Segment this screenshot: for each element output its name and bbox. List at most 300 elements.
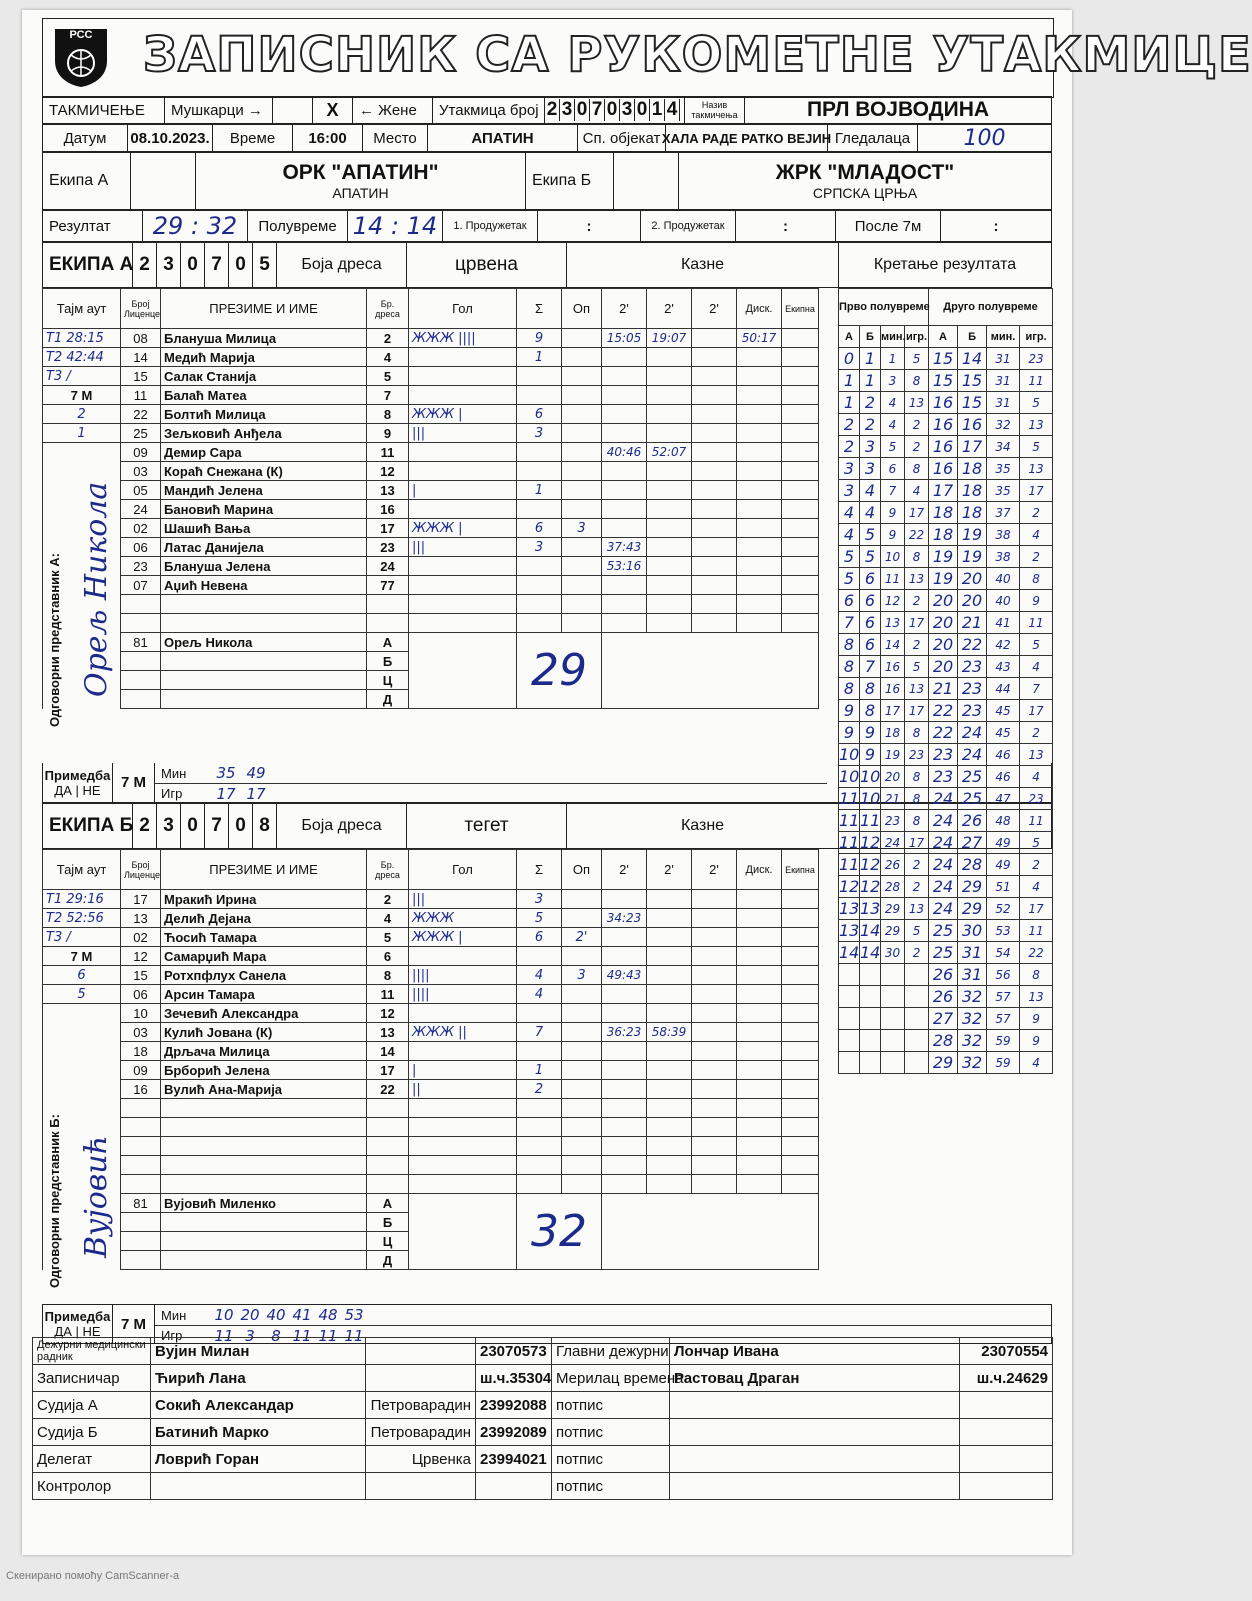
progress-cell: 31 — [987, 392, 1020, 414]
goals-sum: 7 — [517, 1023, 562, 1042]
disq-cell — [737, 367, 782, 386]
player-name: Дрљача Милица — [161, 1042, 367, 1061]
penalty-cell — [692, 966, 737, 985]
goals-sum — [517, 1156, 562, 1175]
license-cell: 06 — [121, 538, 161, 557]
jersey-number: 12 — [367, 1004, 409, 1023]
license-cell: 02 — [121, 928, 161, 947]
license-cell: 10 — [121, 1004, 161, 1023]
team-penalty-cell — [782, 1175, 819, 1194]
official-name2: Растовац Драган — [670, 1365, 960, 1392]
official-name2 — [670, 1446, 960, 1473]
team-penalty-cell — [782, 985, 819, 1004]
penalty-cell — [647, 1042, 692, 1061]
player-name: Бановић Марина — [161, 500, 367, 519]
progress-cell: 52 — [987, 898, 1020, 920]
progress-cell: 13 — [1020, 744, 1053, 766]
penalty-cell — [602, 928, 647, 947]
license-cell: 16 — [121, 1080, 161, 1099]
progress-cell: 13 — [905, 568, 929, 590]
team-a-label: Екипа А — [43, 153, 131, 209]
team-penalty-cell — [782, 928, 819, 947]
progress-cell: 9 — [839, 722, 860, 744]
jersey-number: 11 — [367, 985, 409, 1004]
col-2min: 2' — [602, 850, 647, 890]
progress-row — [839, 722, 1053, 744]
penalty-cell — [602, 424, 647, 443]
jersey-number: 4 — [367, 909, 409, 928]
penalty-cell — [647, 519, 692, 538]
player-row — [43, 462, 819, 481]
goals-sum: 3 — [517, 424, 562, 443]
penalty-cell — [602, 481, 647, 500]
player-row — [43, 947, 819, 966]
progress-row — [839, 920, 1053, 942]
progress-row — [839, 854, 1053, 876]
disq-cell — [737, 1023, 782, 1042]
progress-cell: 8 — [1020, 964, 1053, 986]
ot1-label: 1. Продужетак — [443, 211, 538, 241]
col-warning: Оп — [562, 850, 602, 890]
player-name: Блануша Јелена — [161, 557, 367, 576]
official-role2: Мерилац времена — [552, 1365, 670, 1392]
official-license2 — [960, 1446, 1053, 1473]
result-value: 29 : 32 — [143, 211, 248, 241]
progress-row — [839, 876, 1053, 898]
team-a-code-digit: 2 — [133, 243, 157, 287]
remark-no: НЕ — [82, 782, 101, 798]
col-2min: 2' — [692, 850, 737, 890]
player-row — [43, 443, 819, 462]
penalty-cell — [692, 1061, 737, 1080]
sevenm-value: 2 — [43, 405, 121, 424]
progress-cell: 19 — [929, 546, 958, 568]
women-mark: X — [313, 97, 353, 123]
player-name — [161, 614, 367, 633]
progress-cell: 9 — [1020, 1008, 1053, 1030]
jersey-number: 23 — [367, 538, 409, 557]
penalty-cell — [647, 1099, 692, 1118]
team-total: 32 — [517, 1194, 602, 1270]
warning-cell — [562, 614, 602, 633]
representative-label: Одговорни представник Б: — [47, 1114, 62, 1288]
progress-cell: 16 — [929, 458, 958, 480]
team-b-code-digit: 3 — [157, 804, 181, 848]
license-cell: 08 — [121, 329, 161, 348]
progress-cell: 16 — [929, 392, 958, 414]
progress-cell: 31 — [987, 348, 1020, 370]
team-penalty-cell — [782, 909, 819, 928]
player-name: Брборић Јелена — [161, 1061, 367, 1080]
goals-tally — [409, 1175, 517, 1194]
goals-tally: ЖЖЖ | — [409, 405, 517, 424]
progress-cell: 25 — [929, 942, 958, 964]
license-cell: 02 — [121, 519, 161, 538]
official-name: Орељ Никола — [161, 633, 367, 652]
penalty-cell — [692, 576, 737, 595]
license-cell: 03 — [121, 1023, 161, 1042]
disq-cell — [737, 966, 782, 985]
progress-cell: 2 — [905, 854, 929, 876]
team-b-jersey: тегет — [407, 804, 567, 848]
player-name: Демир Сара — [161, 443, 367, 462]
penalty-cell — [647, 966, 692, 985]
col-team: Екипна — [782, 850, 819, 890]
progress-cell: 17 — [905, 612, 929, 634]
license-cell: 15 — [121, 367, 161, 386]
team-penalty-cell — [782, 500, 819, 519]
official-letter: Ц — [367, 1232, 409, 1251]
progress-cell: 2 — [905, 942, 929, 964]
progress-cell: 3 — [860, 436, 881, 458]
scanner-footer: Скенирано помоћу CamScanner-a — [6, 1570, 180, 1582]
penalty-cell: 52:07 — [647, 443, 692, 462]
progress-cell: 8 — [839, 656, 860, 678]
player-row — [43, 614, 819, 633]
progress-cell: 4 — [839, 502, 860, 524]
progress-cell: 2 — [905, 414, 929, 436]
progress-cell: 27 — [958, 832, 987, 854]
license-cell: 23 — [121, 557, 161, 576]
penalty-cell — [647, 405, 692, 424]
player-row — [43, 928, 819, 947]
player-row — [43, 1061, 819, 1080]
warning-cell — [562, 405, 602, 424]
progress-cell: 24 — [929, 898, 958, 920]
officials-row — [33, 1392, 1053, 1419]
place-label: Место — [363, 125, 428, 151]
team-penalty-cell — [782, 329, 819, 348]
player-name — [161, 595, 367, 614]
progress-cell: 26 — [958, 810, 987, 832]
match-no: 2 3 0 7 0 3 0 1 4 — [545, 97, 685, 123]
team-penalty-cell — [782, 1061, 819, 1080]
team-penalty-cell — [782, 1042, 819, 1061]
player-row — [43, 1080, 819, 1099]
team-total: 29 — [517, 633, 602, 709]
progress-cell: 2 — [860, 392, 881, 414]
progress-row — [839, 348, 1053, 370]
progress-cell: 49 — [987, 854, 1020, 876]
jersey-number: 5 — [367, 928, 409, 947]
col-license: Број Лиценце — [121, 289, 161, 329]
official-license: ш.ч.35304 — [476, 1365, 552, 1392]
official-name2 — [670, 1392, 960, 1419]
progress-cell: 10 — [881, 546, 905, 568]
progress-cell: 17 — [1020, 898, 1053, 920]
header — [42, 18, 1252, 98]
sevenm-min: 48 — [318, 1306, 338, 1324]
sevenm-block-label: 7 М — [113, 763, 155, 802]
progress-cell: 3 — [839, 480, 860, 502]
progress-cell: 17 — [881, 700, 905, 722]
progress-cell: 32 — [958, 1030, 987, 1052]
warning-cell — [562, 909, 602, 928]
progress-cell: 31 — [958, 964, 987, 986]
goals-sum — [517, 1118, 562, 1137]
competition-row — [42, 96, 1052, 124]
progress-cell: 45 — [987, 722, 1020, 744]
progress-cell: 31 — [958, 942, 987, 964]
jersey-number: 6 — [367, 947, 409, 966]
jersey-number: 14 — [367, 1042, 409, 1061]
progress-cell: 5 — [881, 436, 905, 458]
progress-cell: 10 — [860, 789, 881, 808]
min-label: Мин — [161, 765, 187, 781]
progress-cell: 2 — [905, 590, 929, 612]
jersey-number: 4 — [367, 348, 409, 367]
progress-cell: 47 — [987, 788, 1020, 810]
penalty-cell — [692, 329, 737, 348]
progress-cell — [905, 964, 929, 986]
penalty-cell — [647, 1156, 692, 1175]
official-name — [161, 671, 367, 690]
progress-cell: 11 — [881, 568, 905, 590]
timeout-cell: T1 28:15 — [43, 329, 121, 348]
jersey-number — [367, 614, 409, 633]
progress-row — [839, 942, 1053, 964]
progress-cell: 11 — [1020, 612, 1053, 634]
disq-cell — [737, 1137, 782, 1156]
min-label: Мин — [161, 1307, 187, 1323]
progress-cell: 13 — [860, 899, 881, 918]
progress-row — [839, 766, 1053, 788]
player-name: Зечевић Александра — [161, 1004, 367, 1023]
progress-cell — [881, 1030, 905, 1052]
penalty-cell — [692, 1023, 737, 1042]
progress-cell: 8 — [905, 766, 929, 788]
progress-cell: 24 — [929, 788, 958, 810]
progress-cell: 10 — [860, 767, 881, 786]
progress-cell: 38 — [987, 524, 1020, 546]
jersey-number: 7 — [367, 386, 409, 405]
team-b-jersey-label: Боја дреса — [277, 804, 407, 848]
goals-sum: 1 — [517, 481, 562, 500]
timeout-cell: T3 / — [43, 367, 121, 386]
progress-cell: 2 — [1020, 854, 1053, 876]
player-name: Балаћ Матеа — [161, 386, 367, 405]
penalty-cell: 15:05 — [602, 329, 647, 348]
progress-row — [839, 700, 1053, 722]
progress-cell: 4 — [860, 502, 881, 524]
official-city — [366, 1365, 476, 1392]
disq-cell — [737, 1004, 782, 1023]
penalty-cell — [692, 1137, 737, 1156]
progress-cell: 29 — [881, 898, 905, 920]
teams-row — [42, 152, 1052, 210]
progress-cell: 22 — [958, 634, 987, 656]
progress-cell: 3 — [860, 458, 881, 480]
license-cell — [121, 1213, 161, 1232]
progress-cell — [839, 1008, 860, 1030]
progress-cell: 2 — [860, 414, 881, 436]
sevenm-igr: 17 — [246, 784, 266, 803]
progress-cell: 11 — [1020, 920, 1053, 942]
rep-cell — [43, 443, 121, 727]
license-cell: 05 — [121, 481, 161, 500]
disq-cell — [737, 1156, 782, 1175]
warning-cell — [562, 1023, 602, 1042]
progress-label: Кретање резултата — [873, 256, 1017, 273]
warning-cell — [562, 481, 602, 500]
progress-cell: 30 — [881, 942, 905, 964]
disq-cell — [737, 481, 782, 500]
official-role: Судија А — [33, 1392, 151, 1419]
progress-cell — [905, 1030, 929, 1052]
progress-cell: 26 — [881, 854, 905, 876]
progress-cell: 18 — [881, 722, 905, 744]
progress-cell: 23 — [1020, 788, 1053, 810]
player-row — [43, 348, 819, 367]
progress-cell: 0 — [839, 348, 860, 370]
disq-cell — [737, 947, 782, 966]
progress-cell — [905, 986, 929, 1008]
progress-cell: 8 — [860, 700, 881, 722]
player-name: Салак Станија — [161, 367, 367, 386]
disq-cell — [737, 1042, 782, 1061]
progress-cell: 23 — [958, 678, 987, 700]
progress-cell: 10 — [839, 745, 860, 764]
disq-cell — [737, 405, 782, 424]
col-name: ПРЕЗИМЕ И ИМЕ — [161, 289, 367, 329]
place-value: АПАТИН — [428, 125, 578, 151]
penalty-cell: 58:39 — [647, 1023, 692, 1042]
remark-label: Примедба — [44, 1309, 111, 1324]
progress-cell: 5 — [839, 546, 860, 568]
progress-cell: 5 — [1020, 832, 1053, 854]
col-b: Б — [958, 326, 987, 348]
progress-row — [839, 678, 1053, 700]
col-b: Б — [860, 326, 881, 348]
warning-cell: 2' — [562, 928, 602, 947]
team-a-name: ОРК "АПАТИН" — [282, 161, 439, 184]
officials-row — [33, 1365, 1053, 1392]
penalty-cell — [602, 1099, 647, 1118]
col-min: мин. — [987, 326, 1020, 348]
license-cell: 09 — [121, 443, 161, 462]
license-cell — [121, 671, 161, 690]
license-cell: 18 — [121, 1042, 161, 1061]
progress-cell: 8 — [905, 546, 929, 568]
player-row — [43, 386, 819, 405]
progress-cell: 8 — [839, 678, 860, 700]
progress-cell: 8 — [905, 458, 929, 480]
license-cell: 81 — [121, 1194, 161, 1213]
venue-label: Сп. објекат — [578, 125, 666, 151]
jersey-number — [367, 595, 409, 614]
col-license: Број Лиценце — [121, 850, 161, 890]
warning-cell — [562, 443, 602, 462]
progress-row — [839, 502, 1053, 524]
team-penalty-cell — [782, 367, 819, 386]
team-penalty-cell — [782, 538, 819, 557]
progress-cell: 4 — [881, 414, 905, 436]
warning-cell — [562, 500, 602, 519]
official-letter: Ц — [367, 671, 409, 690]
officials-row — [33, 1446, 1053, 1473]
progress-row — [839, 898, 1053, 920]
penalty-cell — [692, 1042, 737, 1061]
goals-tally: ЖЖЖ | — [409, 519, 517, 538]
after7m-value: : — [993, 217, 999, 235]
officials-blank — [409, 633, 517, 709]
license-cell: 09 — [121, 1061, 161, 1080]
progress-cell: 25 — [958, 788, 987, 810]
goals-sum — [517, 576, 562, 595]
progress-cell: 19 — [958, 524, 987, 546]
team-penalty-cell — [782, 348, 819, 367]
progress-cell: 7 — [839, 612, 860, 634]
goals-tally — [409, 1156, 517, 1175]
penalty-cell: 37:43 — [602, 538, 647, 557]
player-row — [43, 576, 819, 595]
disq-cell — [737, 1080, 782, 1099]
progress-cell: 59 — [987, 1030, 1020, 1052]
progress-cell: 8 — [905, 810, 929, 832]
progress-row — [839, 1052, 1053, 1074]
team-a-header — [42, 242, 1052, 288]
progress-cell: 14 — [958, 348, 987, 370]
jersey-number: 22 — [367, 1080, 409, 1099]
player-name: Болтић Милица — [161, 405, 367, 424]
warning-cell — [562, 985, 602, 1004]
progress-cell: 4 — [1020, 1052, 1053, 1074]
progress-row — [839, 612, 1053, 634]
sevenm-min: 35 — [216, 764, 236, 782]
progress-cell: 53 — [987, 920, 1020, 942]
progress-cell: 20 — [929, 612, 958, 634]
goals-tally — [409, 614, 517, 633]
progress-cell: 23 — [958, 656, 987, 678]
progress-cell: 9 — [839, 700, 860, 722]
official-city: Петроварадин — [366, 1419, 476, 1446]
sevenm-label: 7 М — [43, 386, 121, 405]
progress-cell: 1 — [860, 370, 881, 392]
jersey-number: 12 — [367, 462, 409, 481]
col-2min: 2' — [602, 289, 647, 329]
remark-yes: ДА — [54, 1324, 72, 1339]
player-row — [43, 557, 819, 576]
player-row — [43, 1042, 819, 1061]
license-cell — [121, 1232, 161, 1251]
col-2min: 2' — [647, 289, 692, 329]
official-city: Црвенка — [366, 1446, 476, 1473]
player-name: Делић Дејана — [161, 909, 367, 928]
progress-row — [839, 480, 1053, 502]
official-name: Вујовић Миленко — [161, 1194, 367, 1213]
second-half-label: Друго полувреме — [929, 289, 1053, 326]
jersey-number: 77 — [367, 576, 409, 595]
jersey-number: 17 — [367, 519, 409, 538]
penalty-cell — [647, 538, 692, 557]
progress-cell: 30 — [958, 920, 987, 942]
penalty-cell — [692, 595, 737, 614]
progress-cell: 5 — [905, 920, 929, 942]
progress-cell — [860, 1008, 881, 1030]
progress-cell: 11 — [839, 855, 860, 874]
warning-cell: 3 — [562, 519, 602, 538]
team-penalty-cell — [782, 576, 819, 595]
player-name: Вулић Ана-Марија — [161, 1080, 367, 1099]
officials-blank — [602, 633, 819, 709]
player-row — [43, 367, 819, 386]
goals-sum — [517, 947, 562, 966]
team-a-roster — [42, 288, 819, 727]
goals-tally — [409, 462, 517, 481]
team-penalty-cell — [782, 595, 819, 614]
progress-row — [839, 524, 1053, 546]
progress-row — [839, 1030, 1053, 1052]
